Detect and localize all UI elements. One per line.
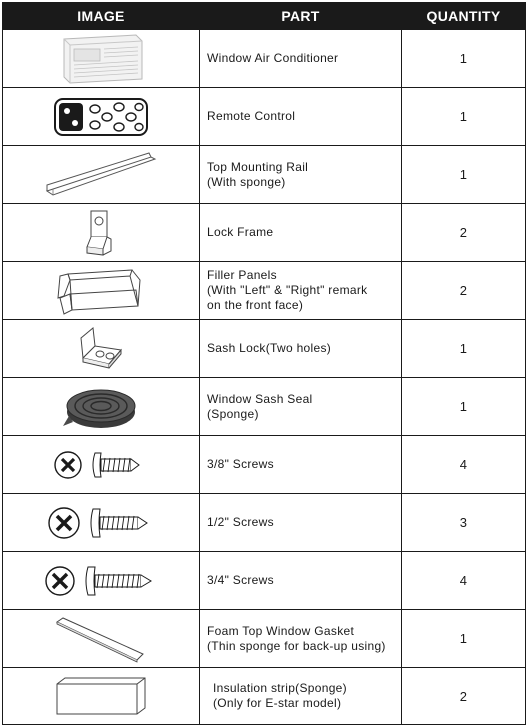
- screw-3-4-icon: [42, 563, 160, 599]
- part-name: 3/8" Screws: [207, 457, 274, 471]
- table-row: [3, 320, 526, 378]
- image-cell: [3, 378, 200, 436]
- part-cell: [200, 552, 402, 610]
- image-cell: [3, 436, 200, 494]
- table-row: [3, 146, 526, 204]
- quantity-cell: 2: [402, 262, 526, 320]
- header-image: IMAGE: [3, 3, 200, 30]
- part-cell: [200, 88, 402, 146]
- screw-1-2-icon: [45, 504, 157, 542]
- quantity-cell: 1: [402, 88, 526, 146]
- image-cell: [3, 146, 200, 204]
- part-note: (With "Left" & "Right" remark: [207, 283, 368, 297]
- header-quantity: QUANTITY: [402, 3, 526, 30]
- table-row: [3, 436, 526, 494]
- image-cell: [3, 668, 200, 725]
- table-row: [3, 610, 526, 668]
- window-sash-seal-icon: [61, 382, 141, 432]
- part-name: Foam Top Window Gasket: [207, 623, 355, 638]
- sash-lock-icon: [73, 324, 129, 374]
- quantity-cell: 1: [402, 30, 526, 88]
- image-cell: [3, 204, 200, 262]
- insulation-strip-icon: [51, 674, 151, 718]
- part-name: Filler Panels: [207, 268, 277, 282]
- quantity-cell: 1: [402, 378, 526, 436]
- table-row: [3, 262, 526, 320]
- image-cell: [3, 320, 200, 378]
- quantity-cell: 1: [402, 610, 526, 668]
- foam-gasket-icon: [51, 614, 151, 664]
- table-row: [3, 204, 526, 262]
- part-cell: [200, 494, 402, 552]
- part-note: (Thin sponge for back-up using): [207, 638, 386, 653]
- screw-3-8-icon: [51, 448, 151, 482]
- part-cell: [200, 204, 402, 262]
- remote-control-icon: [53, 95, 149, 139]
- part-cell: [200, 378, 402, 436]
- part-cell: [200, 146, 402, 204]
- image-cell: [3, 552, 200, 610]
- quantity-cell: 4: [402, 552, 526, 610]
- window-air-conditioner-icon: [56, 33, 146, 85]
- part-name: 1/2" Screws: [207, 515, 274, 529]
- part-cell: [200, 30, 402, 88]
- table-row: [3, 30, 526, 88]
- table-row: [3, 88, 526, 146]
- filler-panels-icon: [56, 266, 146, 316]
- part-cell: [200, 320, 402, 378]
- top-mounting-rail-icon: [41, 151, 161, 199]
- table-row: [3, 668, 526, 725]
- part-cell: [200, 610, 402, 668]
- image-cell: [3, 610, 200, 668]
- image-cell: [3, 88, 200, 146]
- part-name: Remote Control: [207, 109, 296, 123]
- lock-frame-icon: [81, 207, 121, 259]
- quantity-cell: 3: [402, 494, 526, 552]
- part-cell: [200, 262, 402, 320]
- part-name: Window Air Conditioner: [207, 51, 339, 65]
- part-name: Lock Frame: [207, 225, 274, 239]
- image-cell: [3, 30, 200, 88]
- part-name: Sash Lock(Two holes): [207, 341, 332, 355]
- part-name: Window Sash Seal: [207, 391, 313, 406]
- table-row: [3, 494, 526, 552]
- quantity-cell: 4: [402, 436, 526, 494]
- image-cell: [3, 494, 200, 552]
- part-cell: [200, 668, 402, 725]
- quantity-cell: 2: [402, 204, 526, 262]
- header-part: PART: [200, 3, 402, 30]
- part-note: (Only for E-star model): [213, 696, 342, 710]
- part-note: on the front face): [207, 298, 304, 312]
- part-note: (Sponge): [207, 406, 259, 421]
- image-cell: [3, 262, 200, 320]
- part-name: Top Mounting Rail: [207, 159, 309, 174]
- quantity-cell: 1: [402, 146, 526, 204]
- quantity-cell: 2: [402, 668, 526, 725]
- table-header-row: [3, 3, 526, 30]
- table-row: [3, 378, 526, 436]
- table-row: [3, 552, 526, 610]
- quantity-cell: 1: [402, 320, 526, 378]
- part-cell: [200, 436, 402, 494]
- part-name: Insulation strip(Sponge): [213, 681, 347, 695]
- parts-table: [2, 2, 526, 725]
- part-name: 3/4" Screws: [207, 573, 274, 587]
- part-note: (With sponge): [207, 174, 286, 189]
